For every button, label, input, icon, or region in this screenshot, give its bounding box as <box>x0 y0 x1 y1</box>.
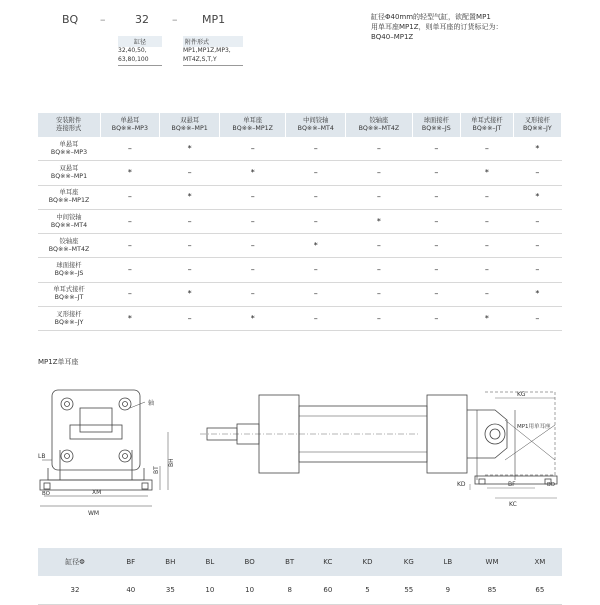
dims-cell: 85 <box>466 576 517 605</box>
pivot-pin <box>485 424 505 444</box>
compat-cell: * <box>160 282 220 306</box>
compat-cell: * <box>513 282 561 306</box>
col-name: 中间铰轴 <box>303 117 329 124</box>
column-header <box>513 113 561 137</box>
compat-cell: – <box>220 137 286 161</box>
dims-cell: 55 <box>388 576 429 605</box>
compat-cell: * <box>461 307 514 331</box>
compat-cell: – <box>346 307 412 331</box>
compat-cell: – <box>100 282 160 306</box>
compat-cell: – <box>220 258 286 282</box>
compat-cell: – <box>513 258 561 282</box>
compat-row <box>38 137 562 161</box>
bolt-hole <box>61 450 73 462</box>
row-header <box>38 307 100 331</box>
wm-label: WM <box>88 510 100 517</box>
dims-cell: 40 <box>112 576 150 605</box>
section-title: MP1Z单耳座 <box>38 358 79 366</box>
row-header <box>38 258 100 282</box>
code-accessory: MP1 <box>202 13 226 26</box>
compat-cell: – <box>513 234 561 258</box>
column-header <box>100 113 160 137</box>
compat-cell: * <box>160 185 220 209</box>
row-code: BQ※※–JT <box>54 294 84 302</box>
xm-label: XM <box>92 489 102 496</box>
compat-row <box>38 161 562 185</box>
row-code: BQ※※–JY <box>54 318 84 326</box>
note-line: 缸径Φ40mm的轻型气缸，欲配置MP1 <box>371 13 491 21</box>
row-code: BQ※※–JS <box>54 270 84 278</box>
compat-cell: – <box>346 282 412 306</box>
note-line: BQ40–MP1Z <box>371 33 414 41</box>
row-code: BQ※※–MP1 <box>50 172 88 180</box>
dims-column-header: BL <box>191 548 229 576</box>
row-header <box>38 234 100 258</box>
dims-cell: 9 <box>429 576 466 605</box>
bracket-front-view <box>30 380 200 525</box>
rear-clevis <box>467 410 507 458</box>
compat-cell: – <box>346 234 412 258</box>
bolt-hole <box>61 398 73 410</box>
dims-column-header: LB <box>429 548 466 576</box>
dims-cell: 10 <box>191 576 229 605</box>
dims-cell: 65 <box>518 576 562 605</box>
compat-cell: – <box>100 234 160 258</box>
corner-line: 连接形式 <box>56 125 82 132</box>
compat-cell: – <box>220 234 286 258</box>
column-header <box>346 113 412 137</box>
pin-label: 轴 <box>148 400 155 407</box>
bore-head: 缸径 <box>118 36 162 47</box>
accessory-value: MT4Z,S,T,Y <box>183 56 243 66</box>
dims-row <box>38 576 562 605</box>
mp1-note-label: MP1用单耳座 <box>517 424 551 430</box>
col-code: BQ※※–JY <box>522 125 552 132</box>
dims-column-header: KC <box>309 548 347 576</box>
code-dash: – <box>172 13 178 26</box>
compat-cell: – <box>461 185 514 209</box>
compat-cell: * <box>220 307 286 331</box>
col-name: 单耳式接杆 <box>471 117 503 124</box>
dims-column-header: WM <box>466 548 517 576</box>
compat-cell: – <box>346 185 412 209</box>
compat-cell: – <box>160 161 220 185</box>
row-header <box>38 209 100 233</box>
compat-row <box>38 185 562 209</box>
bo2-label: BO <box>547 482 556 488</box>
dims-column-header: XM <box>518 548 562 576</box>
dims-table <box>38 548 562 605</box>
col-code: BQ※※–JS <box>421 125 451 132</box>
compat-cell: – <box>286 282 346 306</box>
kc-label: KC <box>509 501 517 508</box>
col-code: BQ※※–JT <box>472 125 502 132</box>
col-name: 单耳座 <box>243 117 263 124</box>
column-header <box>286 113 346 137</box>
row-code: BQ※※–MP1Z <box>48 197 90 205</box>
dims-column-header: BH <box>150 548 192 576</box>
col-name: 叉形接杆 <box>524 117 550 124</box>
compat-row <box>38 209 562 233</box>
corner-line: 安装附件 <box>56 117 82 124</box>
compat-cell: – <box>220 209 286 233</box>
row-code: BQ※※–MT4Z <box>48 245 90 253</box>
row-header <box>38 161 100 185</box>
col-code: BQ※※–MP1Z <box>232 125 273 132</box>
compat-cell: – <box>461 209 514 233</box>
dims-cell: 8 <box>271 576 309 605</box>
compat-cell: – <box>412 234 461 258</box>
row-header <box>38 282 100 306</box>
compat-cell: – <box>346 137 412 161</box>
dims-cell: 5 <box>347 576 388 605</box>
compat-cell: * <box>160 137 220 161</box>
compat-cell: * <box>286 234 346 258</box>
compat-table <box>38 113 562 331</box>
compat-cell: – <box>412 307 461 331</box>
rear-cap <box>427 395 467 473</box>
compat-cell: – <box>100 258 160 282</box>
compat-cell: – <box>220 282 286 306</box>
compat-cell: – <box>412 161 461 185</box>
row-header <box>38 185 100 209</box>
column-header <box>461 113 514 137</box>
dims-cell: 10 <box>229 576 271 605</box>
lb-label: LB <box>38 453 46 460</box>
note-line: 用单耳座MP1Z，则单耳座的订货标记为： <box>371 23 503 31</box>
column-header <box>412 113 461 137</box>
row-name: 铰轴座 <box>59 237 79 245</box>
compat-cell: * <box>513 185 561 209</box>
compat-cell: – <box>100 209 160 233</box>
row-name: 叉形接杆 <box>56 310 82 318</box>
compat-cell: * <box>461 161 514 185</box>
bo-label: BO <box>42 491 51 497</box>
row-name: 中间铰轴 <box>56 213 82 221</box>
dims-column-header: 缸径Φ <box>38 548 112 576</box>
bolt-hole <box>119 450 131 462</box>
compat-cell: – <box>160 258 220 282</box>
clevis-body <box>80 408 112 432</box>
column-header <box>220 113 286 137</box>
bore-value: 32,40,50, <box>118 47 147 54</box>
row-header <box>38 137 100 161</box>
compat-row <box>38 234 562 258</box>
dims-cell: 60 <box>309 576 347 605</box>
compat-cell: – <box>160 307 220 331</box>
compat-cell: – <box>461 234 514 258</box>
dims-column-header: BO <box>229 548 271 576</box>
order-note <box>371 12 503 42</box>
compat-cell: – <box>412 137 461 161</box>
bf-label: BF <box>508 481 516 488</box>
compat-cell: – <box>461 137 514 161</box>
dims-cell: 32 <box>38 576 112 605</box>
accessory-spec <box>183 36 243 66</box>
compat-cell: – <box>513 161 561 185</box>
compat-row <box>38 282 562 306</box>
compat-cell: – <box>286 307 346 331</box>
col-name: 双悬耳 <box>180 117 200 124</box>
dims-column-header: KG <box>388 548 429 576</box>
row-name: 单悬耳 <box>59 140 79 148</box>
compat-cell: – <box>160 209 220 233</box>
kg-label: KG <box>517 391 526 398</box>
col-code: BQ※※–MP3 <box>111 125 148 132</box>
compat-cell: – <box>412 185 461 209</box>
compat-cell: – <box>286 161 346 185</box>
row-code: BQ※※–MP3 <box>50 148 88 156</box>
row-name: 单耳座 <box>59 189 79 197</box>
col-code: BQ※※–MT4 <box>297 125 334 132</box>
compat-cell: – <box>346 161 412 185</box>
accessory-value: MP1,MP1Z,MP3, <box>183 47 231 54</box>
col-name: 球面接杆 <box>423 117 449 124</box>
compat-cell: – <box>100 185 160 209</box>
bh-label: BH <box>168 458 175 467</box>
compat-cell: – <box>286 185 346 209</box>
col-code: BQ※※–MT4Z <box>358 125 400 132</box>
cylinder-side-view <box>195 380 570 520</box>
compat-cell: – <box>100 137 160 161</box>
dims-cell: 35 <box>150 576 192 605</box>
dims-column-header: BT <box>271 548 309 576</box>
corner-cell <box>38 113 100 137</box>
compat-cell: * <box>513 137 561 161</box>
kd-label: KD <box>457 481 466 488</box>
compat-cell: * <box>100 307 160 331</box>
row-code: BQ※※–MT4 <box>50 221 88 229</box>
col-code: BQ※※–MP1 <box>171 125 208 132</box>
bore-spec <box>118 36 162 66</box>
compat-cell: – <box>513 209 561 233</box>
bore-value: 63,80,100 <box>118 56 162 66</box>
code-bore: 32 <box>135 13 149 26</box>
code-series: BQ <box>62 13 79 26</box>
compat-cell: * <box>100 161 160 185</box>
compat-cell: * <box>346 209 412 233</box>
col-name: 单悬耳 <box>120 117 140 124</box>
compat-cell: – <box>412 209 461 233</box>
compat-row <box>38 258 562 282</box>
compat-cell: – <box>160 234 220 258</box>
col-name: 铰轴座 <box>369 117 389 124</box>
compat-cell: – <box>220 185 286 209</box>
compat-header-row <box>38 113 562 137</box>
compat-row <box>38 307 562 331</box>
row-name: 球面接杆 <box>56 262 82 270</box>
compat-cell: – <box>286 209 346 233</box>
dims-column-header: KD <box>347 548 388 576</box>
compat-cell: – <box>412 282 461 306</box>
dims-header-row <box>38 548 562 576</box>
row-name: 单耳式接杆 <box>53 286 85 294</box>
row-name: 双悬耳 <box>59 164 79 172</box>
dims-column-header: BF <box>112 548 150 576</box>
compat-cell: – <box>412 258 461 282</box>
bolt-hole <box>119 398 131 410</box>
bt-label: BT <box>153 466 160 474</box>
compat-cell: – <box>286 137 346 161</box>
code-dash: – <box>100 13 106 26</box>
compat-cell: – <box>461 258 514 282</box>
compat-cell: – <box>513 307 561 331</box>
compat-cell: – <box>346 258 412 282</box>
accessory-head: 附件形式 <box>183 36 243 47</box>
compat-cell: * <box>220 161 286 185</box>
compat-cell: – <box>286 258 346 282</box>
column-header <box>160 113 220 137</box>
compat-cell: – <box>461 282 514 306</box>
